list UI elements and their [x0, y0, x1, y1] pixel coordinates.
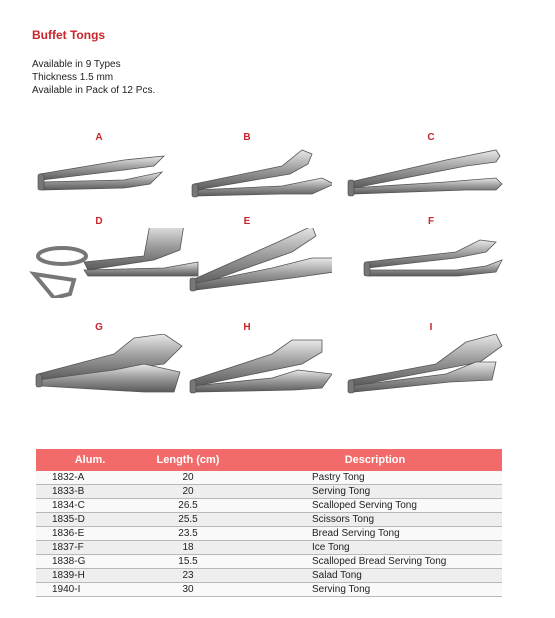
cell-description: Scissors Tong: [248, 513, 502, 527]
product-info: [32, 58, 155, 97]
product-c: [346, 132, 516, 222]
product-table: [36, 449, 502, 597]
table-header-row: [36, 449, 502, 471]
cell-alum: 1835-D: [36, 513, 128, 527]
product-a: [14, 132, 184, 222]
cell-description: Serving Tong: [248, 583, 502, 597]
product-i: [346, 322, 516, 412]
cell-description: Bread Serving Tong: [248, 527, 502, 541]
product-letter: A: [95, 132, 103, 143]
cell-length: 26.5: [128, 499, 248, 513]
cell-length: 15.5: [128, 555, 248, 569]
cell-description: Salad Tong: [248, 569, 502, 583]
cell-description: Scalloped Bread Serving Tong: [248, 555, 502, 569]
cell-length: 18: [128, 541, 248, 555]
cell-description: Scalloped Serving Tong: [248, 499, 502, 513]
product-b: [162, 132, 332, 222]
product-e: [162, 216, 332, 306]
product-d: [14, 216, 184, 306]
cell-alum: 1833-B: [36, 485, 128, 499]
product-letter: F: [427, 216, 435, 227]
cell-description: Pastry Tong: [248, 471, 502, 485]
header-alum: Alum.: [36, 449, 128, 471]
product-letter: D: [95, 216, 103, 227]
product-h: [162, 322, 332, 412]
cell-alum: 1940-I: [36, 583, 128, 597]
product-letter: C: [427, 132, 435, 143]
pastry-tong-icon: [14, 144, 184, 214]
cell-length: 20: [128, 471, 248, 485]
ice-tong-icon: [346, 228, 516, 298]
table-row: [36, 569, 502, 583]
table-row: [36, 583, 502, 597]
cell-length: 23: [128, 569, 248, 583]
scalloped-serving-tong-icon: [346, 144, 516, 214]
serving-tong-icon: [346, 334, 516, 404]
product-letter: G: [95, 322, 103, 333]
table-row: [36, 485, 502, 499]
product-letter: H: [243, 322, 251, 333]
info-pack: Available in Pack of 12 Pcs.: [32, 85, 156, 96]
product-g: [14, 322, 184, 412]
cell-length: 25.5: [128, 513, 248, 527]
info-types: Available in 9 Types: [32, 59, 121, 70]
table-row: [36, 527, 502, 541]
cell-alum: 1832-A: [36, 471, 128, 485]
product-f: [346, 216, 516, 306]
cell-length: 30: [128, 583, 248, 597]
product-letter: B: [243, 132, 251, 143]
cell-alum: 1839-H: [36, 569, 128, 583]
cell-description: Ice Tong: [248, 541, 502, 555]
salad-tong-icon: [162, 334, 332, 404]
info-thickness: Thickness 1.5 mm: [32, 72, 114, 83]
cell-alum: 1838-G: [36, 555, 128, 569]
serving-tong-icon: [162, 144, 332, 214]
page-title: Buffet Tongs: [32, 28, 106, 42]
cell-alum: 1834-C: [36, 499, 128, 513]
table-row: [36, 541, 502, 555]
scalloped-bread-serving-tong-icon: [14, 334, 184, 404]
table-row: [36, 513, 502, 527]
cell-alum: 1837-F: [36, 541, 128, 555]
header-description: Description: [248, 449, 502, 471]
bread-serving-tong-icon: [162, 228, 332, 298]
cell-length: 23.5: [128, 527, 248, 541]
table-row: [36, 499, 502, 513]
table-row: [36, 471, 502, 485]
table-row: [36, 555, 502, 569]
cell-alum: 1836-E: [36, 527, 128, 541]
header-length: Length (cm): [128, 449, 248, 471]
product-letter: I: [429, 322, 433, 333]
cell-description: Serving Tong: [248, 485, 502, 499]
product-letter: E: [243, 216, 251, 227]
cell-length: 20: [128, 485, 248, 499]
